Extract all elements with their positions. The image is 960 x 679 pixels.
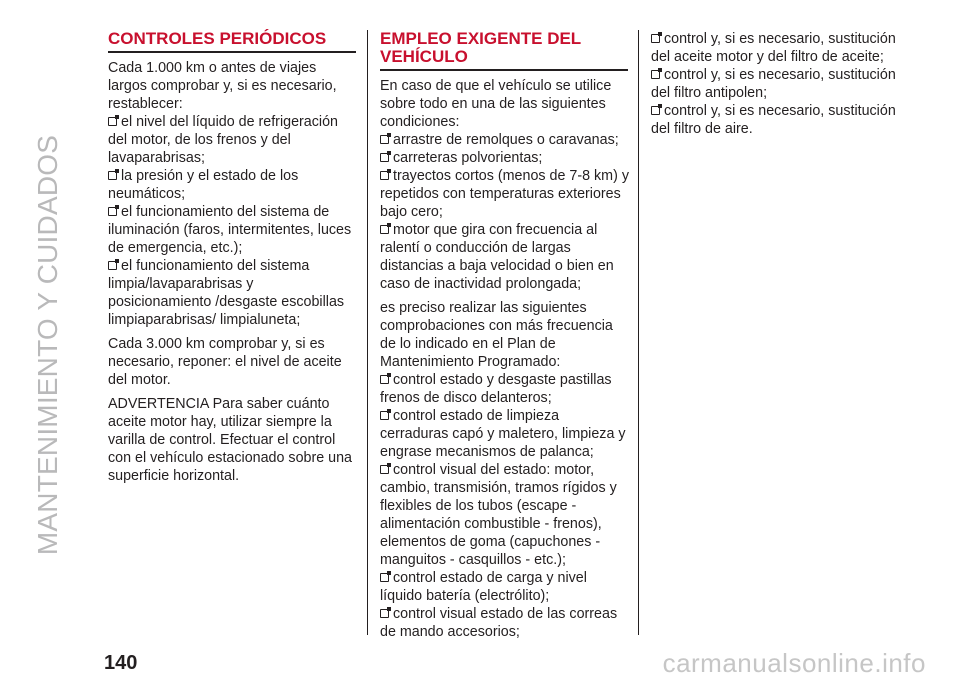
page-number: 140 [104,652,138,674]
checkbox-bullet-icon [380,573,389,582]
list-item: el funcionamiento del sistema limpia/lavaparabrisas y posicionamiento /desgaste escobillas limpiaparabrisas/ limpialuneta; [108,258,345,328]
list-item: control y, si es necesario, sustitución del filtro de aire. [651,103,896,137]
checkbox-bullet-icon [651,106,660,115]
list-item: control y, si es necesario, sustitución del filtro antipolen; [651,67,896,101]
column-continued-checks [651,30,901,138]
checks-intro-paragraph: es preciso realizar las siguientes comprobaciones con más frecuencia de lo indicado en el Plan de Mantenimiento Programado: [380,300,613,370]
conditions-list [380,131,630,293]
checkbox-bullet-icon [380,465,389,474]
section-heading-demanding-use: EMPLEO EXIGENTE DEL VEHÍCULO [380,30,628,71]
checkbox-bullet-icon [380,375,389,384]
list-item: el funcionamiento del sistema de iluminación (faros, intermitentes, luces de emergencia, etc.); [108,204,352,256]
section-heading-periodic-checks: CONTROLES PERIÓDICOS [108,30,356,53]
checkbox-bullet-icon [380,609,389,618]
watermark: carmanualsonline.info [662,648,926,678]
list-item: motor que gira con frecuencia al ralentí o conducción de largas distancias a baja velocidad o bien en caso de inactividad prolongada; [380,222,614,292]
list-item: arrastre de remolques o caravanas; [380,131,630,149]
list-item: carreteras polvorientas; [380,149,630,167]
checkbox-bullet-icon [108,117,117,126]
column-demanding-use [380,30,630,641]
checkbox-bullet-icon [380,153,389,162]
list-item: control estado de limpieza cerraduras capó y maletero, limpieza y engrase mecanismos de palanca; [380,408,626,460]
checkbox-bullet-icon [380,135,389,144]
list-item: el nivel del líquido de refrigeración del motor, de los frenos y del lavaparabrisas; [108,114,338,166]
chapter-title-text: MANTENIMIENTO Y CUIDADOS [32,134,63,556]
list-item: la presión y el estado de los neumáticos; [108,168,299,202]
check-list [108,113,358,329]
checkbox-bullet-icon [380,225,389,234]
list-item: control visual del estado: motor, cambio, transmisión, tramos rígidos y flexibles de los tubos (escape - alimentación combustible - frenos), elementos de goma (capuchones - manguitos - casquillos - etc.); [380,462,617,568]
oil-check-paragraph: Cada 3.000 km comprobar y, si es necesario, reponer: el nivel de aceite del motor. [108,336,342,388]
list-item: control estado y desgaste pastillas frenos de disco delanteros; [380,372,612,406]
column-periodic-checks [108,30,358,491]
intro-paragraph: Cada 1.000 km o antes de viajes largos comprobar y, si es necesario, restablecer: [108,60,337,112]
warning-paragraph: ADVERTENCIA Para saber cuánto aceite motor hay, utilizar siempre la varilla de control. Efectuar el control con el vehículo estacionado sobre una superficie horizontal. [108,396,353,484]
list-item: control visual estado de las correas de mando accesorios; [380,606,618,640]
checkbox-bullet-icon [108,261,117,270]
checks-list [380,371,630,641]
checks-list-continued [651,30,901,138]
list-item: trayectos cortos (menos de 7-8 km) y repetidos con temperaturas exteriores bajo cero; [380,168,629,220]
checkbox-bullet-icon [651,34,660,43]
list-item: control estado de carga y nivel líquido batería (electrólito); [380,570,587,604]
checkbox-bullet-icon [108,207,117,216]
column-divider [367,30,368,635]
list-item: control y, si es necesario, sustitución del aceite motor y del filtro de aceite; [651,31,896,65]
intro-paragraph: En caso de que el vehículo se utilice sobre todo en una de las siguientes condiciones: [380,78,612,130]
checkbox-bullet-icon [380,411,389,420]
checkbox-bullet-icon [380,171,389,180]
column-divider [638,30,639,635]
checkbox-bullet-icon [108,171,117,180]
checkbox-bullet-icon [651,70,660,79]
